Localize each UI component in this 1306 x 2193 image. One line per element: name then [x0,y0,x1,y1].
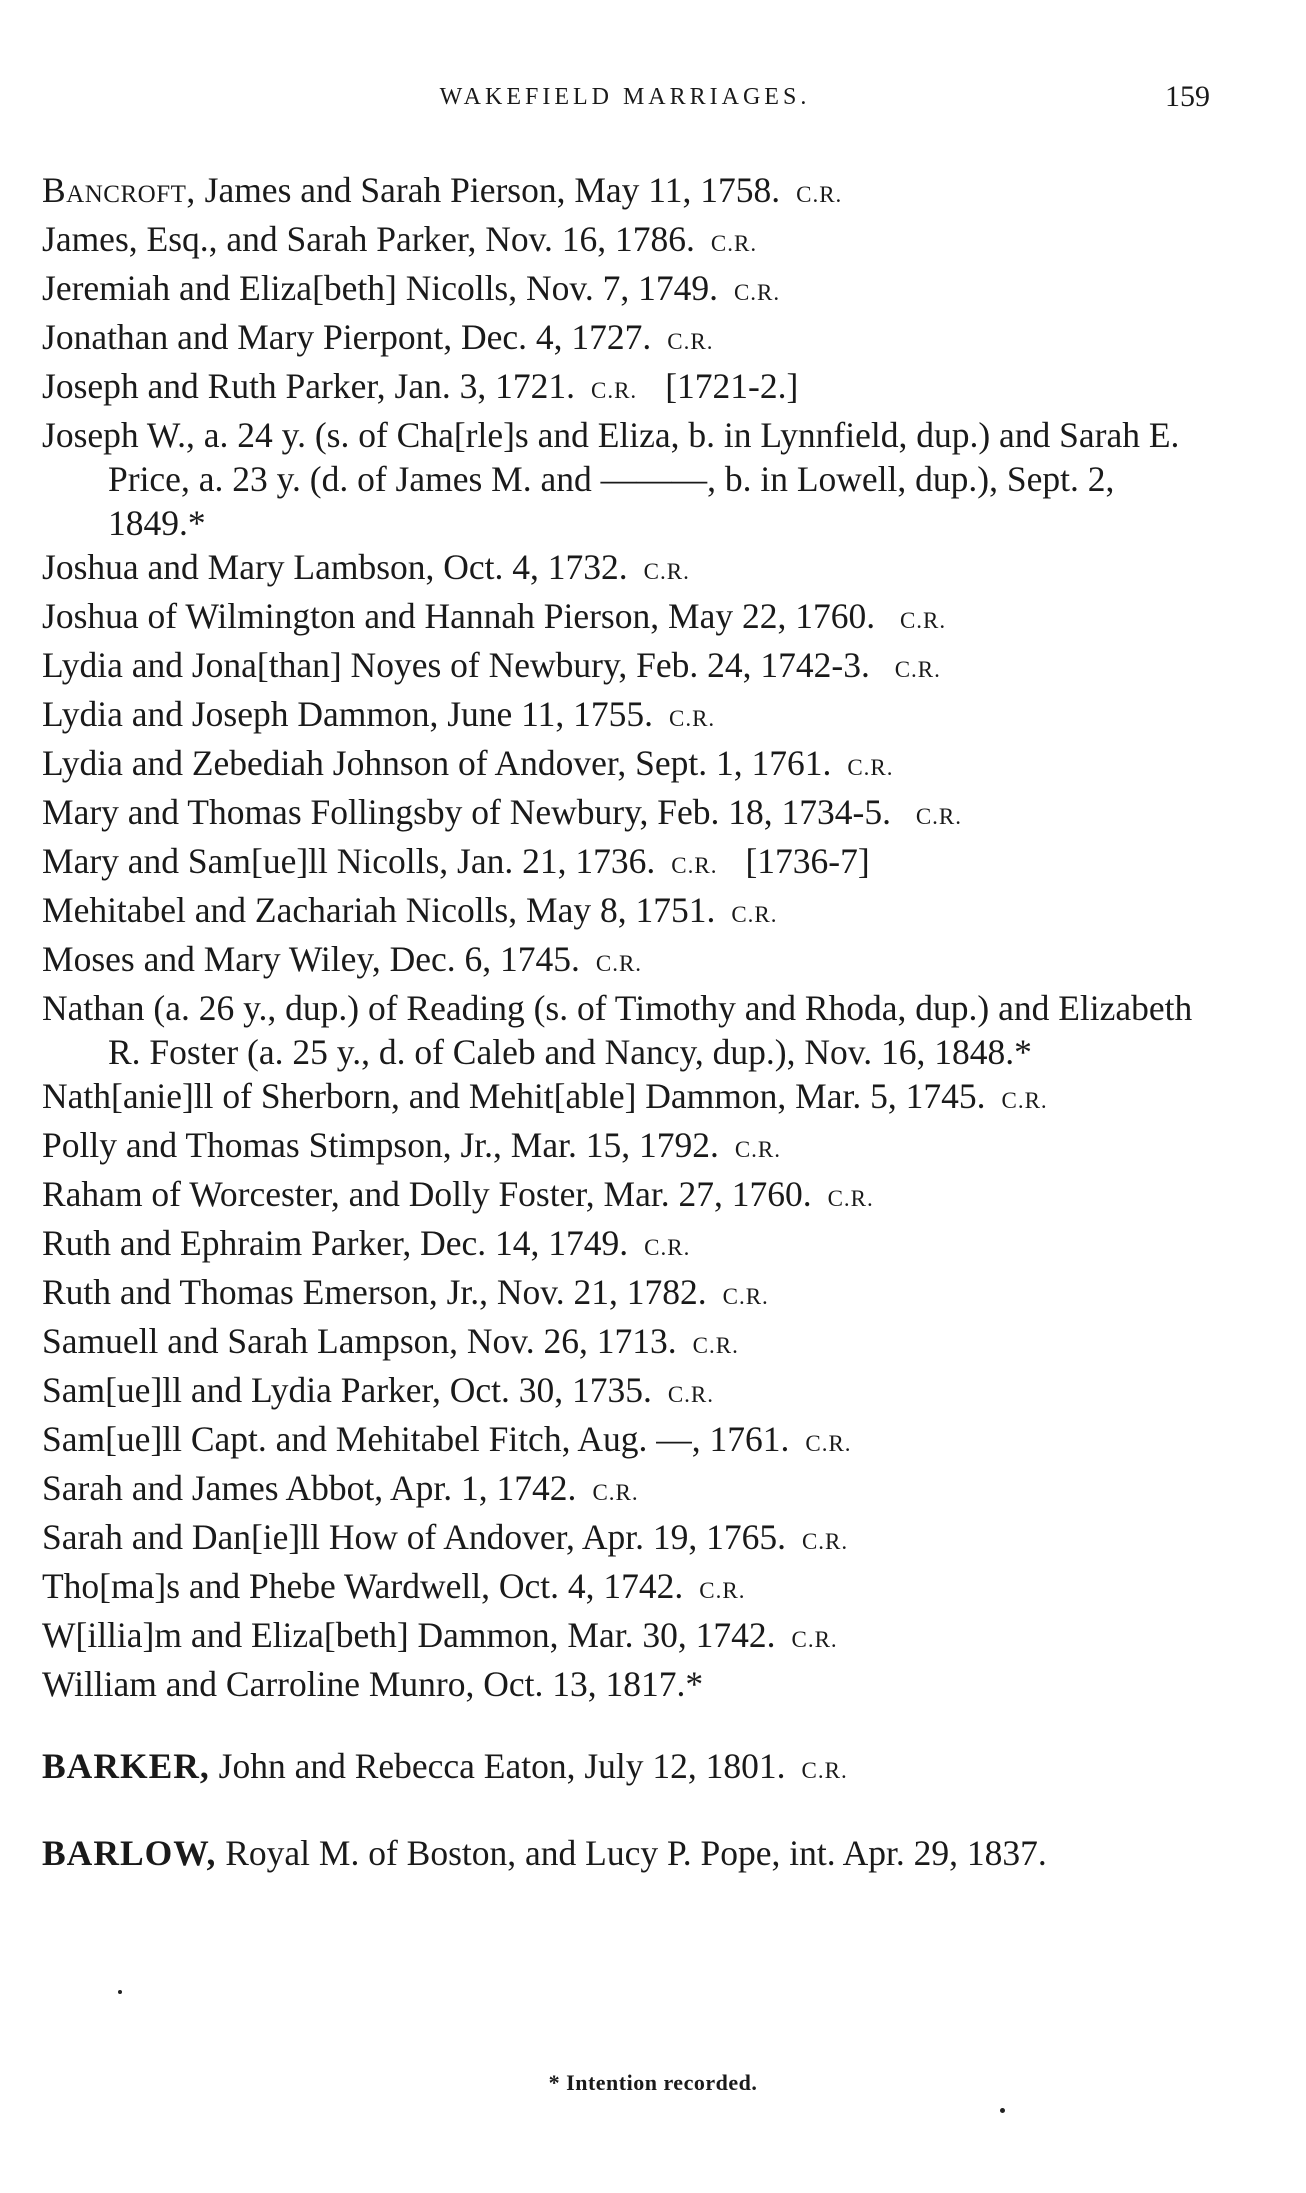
corrected-date: [1721-2.] [665,366,799,406]
marriage-entry [42,692,1212,741]
source-abbrev: C.R. [731,902,778,927]
marriage-entry [42,1613,1212,1662]
marriage-entry [42,1270,1212,1319]
entry-text: William and Carroline Munro, Oct. 13, 1817.* [42,1664,704,1704]
entry-text: Raham of Worcester, and Dolly Foster, Mar. 27, 1760. [42,1174,812,1214]
entry-text: Sarah and Dan[ie]ll How of Andover, Apr. 19, 1765. [42,1517,786,1557]
source-abbrev: C.R. [595,951,643,976]
marriage-entry [42,1744,1212,1793]
marriage-entry [42,1172,1212,1221]
entry-text: Sam[ue]ll and Lydia Parker, Oct. 30, 1735. [42,1370,652,1410]
entry-text: Mehitabel and Zachariah Nicolls, May 8, 1751. [42,890,716,930]
entry-text: Ruth and Ephraim Parker, Dec. 14, 1749. [42,1223,629,1263]
ink-speck [1000,2108,1005,2113]
ink-speck [118,1990,122,1994]
source-abbrev: C.R. [699,1578,746,1603]
source-abbrev: C.R. [692,1333,739,1358]
marriage-entry [42,168,1212,217]
source-abbrev: C.R. [669,706,716,731]
entry-text: W[illia]m and Eliza[beth] Dammon, Mar. 30, 1742. [42,1615,776,1655]
source-abbrev: C.R. [827,1186,874,1211]
surname-heading: BARKER, [42,1746,210,1786]
entry-text: Sarah and James Abbot, Apr. 1, 1742. [42,1468,577,1508]
marriage-entry [42,1319,1212,1368]
source-abbrev: C.R. [722,1284,769,1309]
marriage-entry [42,364,1212,413]
source-abbrev: C.R. [667,329,714,354]
entry-text: Tho[ma]s and Phebe Wardwell, Oct. 4, 1742. [42,1566,684,1606]
entry-text: John and Rebecca Eaton, July 12, 1801. [218,1746,786,1786]
marriage-entry [42,1417,1212,1466]
source-abbrev: C.R. [710,231,758,256]
page-header [40,80,1210,124]
source-abbrev: C.R. [791,1627,838,1652]
source-abbrev: C.R. [644,1235,691,1260]
source-abbrev: C.R. [733,280,781,305]
source-abbrev: C.R. [847,755,894,780]
marriage-entry [42,1564,1212,1613]
marriage-entry [42,839,1212,888]
marriage-entry [42,545,1212,594]
marriage-entry [42,1368,1212,1417]
entry-text: Joseph and Ruth Parker, Jan. 3, 1721. [42,366,575,406]
entry-text: Joseph W., a. 24 y. (s. of Cha[rle]s and Eliza, b. in Lynnfield, dup.) and Sarah E. Price, a. 23 y. (d. of James M. and ———, b. in Lowell, dup.), Sept. 2, 1849.* [42,415,1180,543]
entry-text: Polly and Thomas Stimpson, Jr., Mar. 15, 1792. [42,1125,719,1165]
source-abbrev: C.R. [796,182,843,207]
entry-text: Lydia and Zebediah Johnson of Andover, Sept. 1, 1761. [42,743,832,783]
entry-text: Joshua and Mary Lambson, Oct. 4, 1732. [42,547,628,587]
marriage-entry [42,594,1212,643]
source-abbrev: C.R. [667,1382,715,1407]
source-abbrev: C.R. [734,1137,782,1162]
marriage-entry [42,1831,1212,1875]
entry-text: Ruth and Thomas Emerson, Jr., Nov. 21, 1782. [42,1272,707,1312]
corrected-date: [1736-7] [745,841,870,881]
entry-text: Royal M. of Boston, and Lucy P. Pope, int. Apr. 29, 1837. [225,1833,1047,1873]
entry-text: Samuell and Sarah Lampson, Nov. 26, 1713. [42,1321,677,1361]
source-abbrev: C.R. [801,1529,849,1554]
marriage-entry [42,937,1212,986]
marriage-entry [42,413,1212,545]
entry-text: Lydia and Jona[than] Noyes of Newbury, Feb. 24, 1742-3. [42,645,870,685]
marriage-entry [42,217,1212,266]
footnote: * Intention recorded. [548,2070,758,2095]
marriage-entry [42,888,1212,937]
source-abbrev: C.R. [899,608,947,633]
entry-text: Sam[ue]ll Capt. and Mehitabel Fitch, Aug. —, 1761. [42,1419,790,1459]
source-abbrev: C.R. [915,804,963,829]
source-abbrev: C.R. [592,1480,639,1505]
source-abbrev: C.R. [801,1758,848,1783]
entry-text: Nath[anie]ll of Sherborn, and Mehit[able] Dammon, Mar. 5, 1745. [42,1076,986,1116]
marriage-entry [42,741,1212,790]
entry-text: Mary and Sam[ue]ll Nicolls, Jan. 21, 1736. [42,841,656,881]
entry-text: Jeremiah and Eliza[beth] Nicolls, Nov. 7, 1749. [42,268,718,308]
running-head: WAKEFIELD MARRIAGES. [439,84,811,110]
surname-heading: Bancroft, [42,170,196,210]
marriage-entry [42,1221,1212,1270]
entry-text: James, Esq., and Sarah Parker, Nov. 16, 1786. [42,219,695,259]
marriage-entries [42,168,1212,1875]
page-number: 159 [1165,80,1210,113]
marriage-entry [42,1515,1212,1564]
entry-text: Jonathan and Mary Pierpont, Dec. 4, 1727. [42,317,652,357]
source-abbrev: C.R. [894,657,941,682]
surname-heading: BARLOW, [42,1833,217,1873]
marriage-entry [42,643,1212,692]
entry-text: Mary and Thomas Follingsby of Newbury, Feb. 18, 1734-5. [42,792,891,832]
marriage-entry [42,266,1212,315]
entry-text: Moses and Mary Wiley, Dec. 6, 1745. [42,939,580,979]
marriage-entry [42,1074,1212,1123]
marriage-entry [42,1466,1212,1515]
source-abbrev: C.R. [1001,1088,1048,1113]
marriage-entry [42,1662,1212,1706]
entry-text: Nathan (a. 26 y., dup.) of Reading (s. of Timothy and Rhoda, dup.) and Elizabeth R. Foster (a. 25 y., d. of Caleb and Nancy, dup.), Nov. 16, 1848.* [42,988,1193,1072]
source-abbrev: C.R. [643,559,690,584]
source-abbrev: C.R. [671,853,718,878]
source-abbrev: C.R. [591,378,638,403]
marriage-entry [42,986,1212,1074]
section-gap [42,1706,1212,1744]
entry-text: Joshua of Wilmington and Hannah Pierson, May 22, 1760. [42,596,876,636]
section-gap [42,1793,1212,1831]
marriage-entry [42,315,1212,364]
entry-text: Lydia and Joseph Dammon, June 11, 1755. [42,694,653,734]
marriage-entry [42,1123,1212,1172]
source-abbrev: C.R. [805,1431,852,1456]
marriage-entry [42,790,1212,839]
entry-text: James and Sarah Pierson, May 11, 1758. [204,170,781,210]
